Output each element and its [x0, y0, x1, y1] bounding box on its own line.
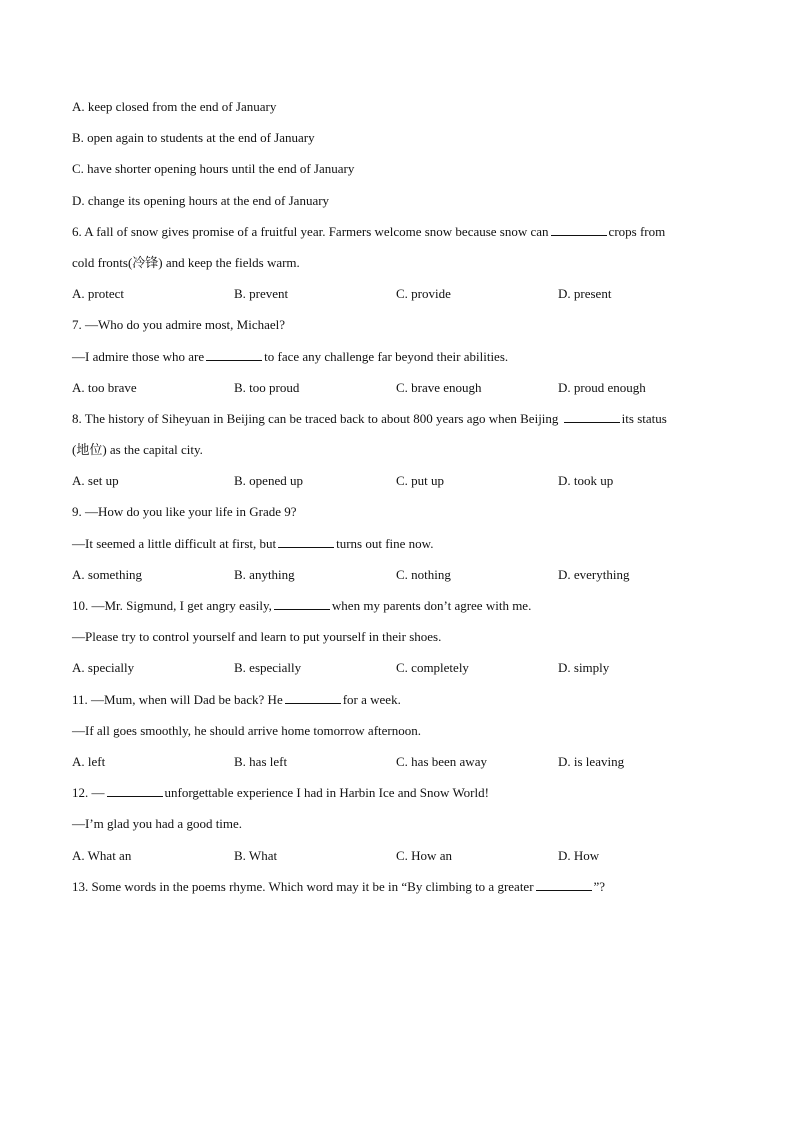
answer-options [72, 283, 722, 305]
answer-options [72, 657, 722, 679]
answer-blank [278, 533, 334, 548]
answer-option: B. especially [234, 660, 302, 676]
answer-option: C. brave enough [396, 379, 482, 395]
answer-option: D. How [558, 847, 600, 863]
answer-options [72, 751, 722, 773]
answer-option: D. everything [558, 566, 630, 582]
question-text-before-blank: 6. A fall of snow gives promise of a fruitful year. Farmers welcome snow because snow can [72, 223, 549, 239]
answer-option: D. present [558, 286, 612, 302]
question-text-after-blank: ”? [593, 878, 606, 894]
text-line: —If all goes smoothly, he should arrive home tomorrow afternoon. [72, 722, 421, 738]
answer-option: A. What an [72, 847, 132, 863]
question-line [72, 408, 722, 430]
text-line: —I’m glad you had a good time. [72, 816, 243, 832]
text-line: A. keep closed from the end of January [72, 99, 277, 114]
answer-blank [206, 346, 262, 361]
question-line [72, 221, 722, 243]
answer-option: A. too brave [72, 379, 137, 395]
question-text-before-blank: —I admire those who are [72, 348, 205, 364]
question-line [72, 533, 722, 555]
answer-option: A. protect [72, 286, 124, 302]
answer-option: B. too proud [234, 379, 300, 395]
question-text-after-blank: to face any challenge far beyond their abilities. [264, 348, 509, 364]
question-line [72, 782, 722, 804]
answer-option: B. opened up [234, 473, 303, 489]
question-text-after-blank: crops from [608, 223, 666, 239]
answer-option: A. set up [72, 473, 119, 489]
answer-option: D. took up [558, 473, 614, 489]
question-text-after-blank: unforgettable experience I had in Harbin Ice and Snow World! [164, 785, 489, 801]
answer-option: D. is leaving [558, 753, 625, 769]
answer-option: D. proud enough [558, 379, 646, 395]
question-line [72, 876, 722, 898]
question-text-after-blank: turns out fine now. [336, 535, 434, 551]
text-line: (地位) as the capital city. [72, 442, 203, 458]
answer-options [72, 564, 722, 586]
text-line: D. change its opening hours at the end of January [72, 192, 330, 208]
answer-options [72, 470, 722, 492]
question-text-before-blank: 13. Some words in the poems rhyme. Which word may it be in “By climbing to a greater [72, 878, 534, 894]
text-line: B. open again to students at the end of January [72, 130, 315, 146]
text-line: —Please try to control yourself and learn to put yourself in their shoes. [72, 629, 442, 645]
answer-blank [285, 689, 341, 704]
question-text-before-blank: 11. —Mum, when will Dad be back? He [72, 691, 283, 707]
answer-option: C. How an [396, 847, 452, 863]
answer-option: C. provide [396, 286, 451, 302]
text-line: C. have shorter opening hours until the end of January [72, 161, 355, 177]
answer-option: A. something [72, 566, 143, 582]
text-line: cold fronts(冷锋) and keep the fields warm. [72, 254, 300, 270]
question-text-after-blank: when my parents don’t agree with me. [331, 598, 532, 613]
answer-option: C. has been away [396, 753, 487, 769]
question-page [72, 96, 722, 907]
question-text-before-blank: 10. —Mr. Sigmund, I get angry easily, [72, 598, 272, 613]
question-line [72, 346, 722, 368]
question-line [72, 595, 722, 617]
question-text-after-blank: its status [621, 410, 667, 426]
answer-options [72, 377, 722, 399]
question-text-before-blank: —It seemed a little difficult at first, but [72, 535, 277, 551]
answer-blank [551, 221, 607, 236]
answer-blank [274, 595, 330, 610]
answer-option: B. What [234, 847, 278, 863]
question-line [72, 689, 722, 711]
question-text-after-blank: for a week. [342, 691, 401, 707]
answer-option: C. completely [396, 660, 469, 676]
answer-option: A. specially [72, 660, 135, 676]
answer-blank [107, 782, 163, 797]
answer-blank [564, 408, 620, 423]
text-line: 7. —Who do you admire most, Michael? [72, 317, 286, 333]
question-text-before-blank: 8. The history of Siheyuan in Beijing can be traced back to about 800 years ago when Beijing [72, 410, 562, 426]
answer-option: D. simply [558, 660, 610, 676]
answer-option: B. has left [234, 753, 288, 769]
answer-option: C. nothing [396, 566, 451, 582]
answer-option: B. prevent [234, 286, 289, 302]
answer-option: B. anything [234, 566, 295, 582]
answer-blank [536, 876, 592, 891]
answer-options [72, 845, 722, 867]
answer-option: C. put up [396, 473, 445, 489]
text-line: 9. —How do you like your life in Grade 9? [72, 504, 297, 520]
question-text-before-blank: 12. — [72, 785, 105, 801]
answer-option: A. left [72, 753, 106, 769]
